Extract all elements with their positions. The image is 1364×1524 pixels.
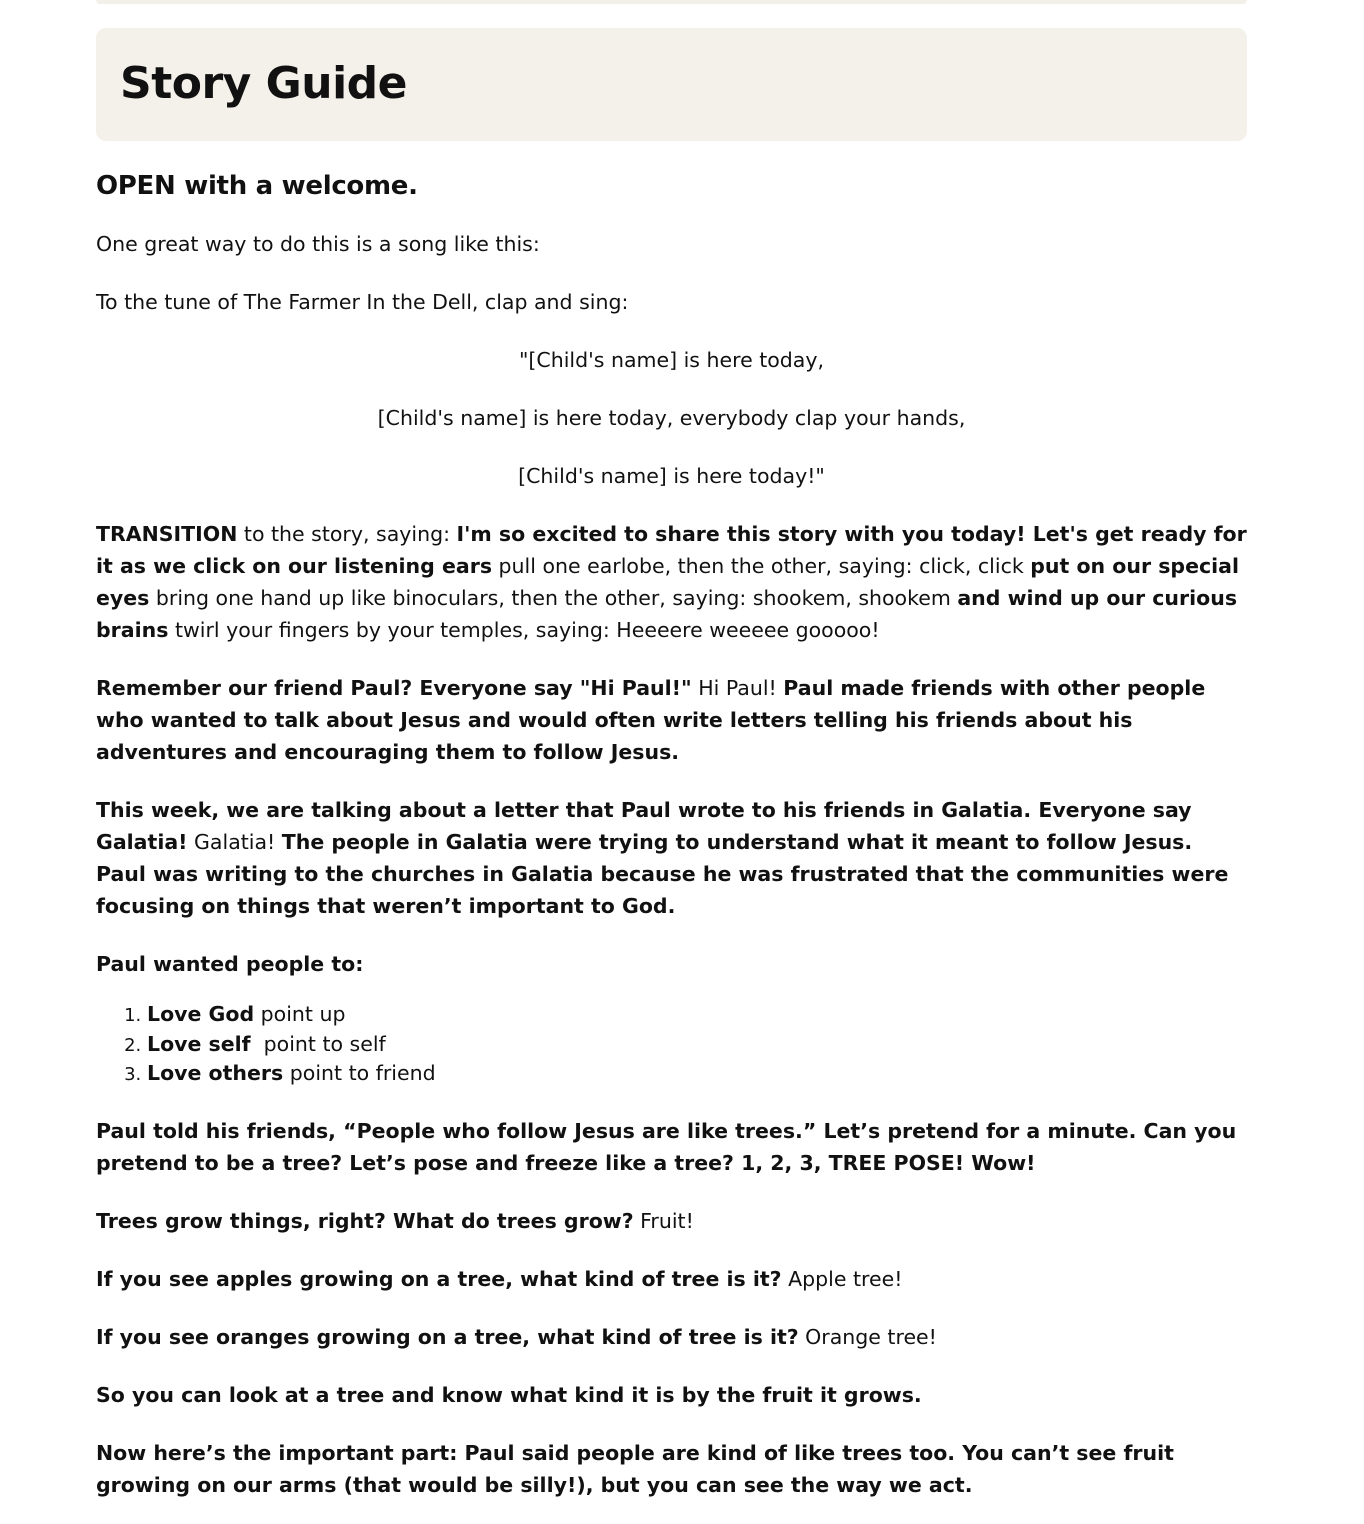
- list-item-action: point up: [254, 1002, 346, 1026]
- transition-text-3: bring one hand up like binoculars, then the other, saying: shookem, shookem: [149, 586, 958, 610]
- apple-question-text: If you see apples growing on a tree, what kind of tree is it?: [96, 1266, 782, 1291]
- open-intro: One great way to do this is a song like this:: [96, 232, 540, 256]
- list-item: [147, 1000, 1247, 1030]
- list-item-action: point to self: [250, 1031, 386, 1056]
- list-item: [147, 1059, 1247, 1089]
- galatia-bold-2: The people in Galatia were trying to understand what it meant to follow Jesus. Paul was writing to the churches in Galatia because he was frustrated that the communities were focusing on things that weren’t important to God.: [96, 830, 1229, 918]
- transition-text-2: pull one earlobe, then the other, saying: click, click: [492, 554, 1031, 578]
- page-title: Story Guide: [120, 58, 408, 109]
- list-item-bold: Love God: [147, 1002, 255, 1026]
- orange-answer: Orange tree!: [798, 1324, 937, 1349]
- transition-bold-3: and wind up our curious brains: [96, 586, 1238, 642]
- paul-wanted-lead-text: Paul wanted people to:: [96, 952, 364, 976]
- love-list: [96, 1000, 1247, 1089]
- list-item-action: point to friend: [283, 1061, 436, 1085]
- galatia-bold-1: This week, we are talking about a letter that Paul wrote to his friends in Galatia. Everyone say Galatia!: [96, 798, 1192, 854]
- transition-text-4: twirl your fingers by your temples, saying: Heeeere weeeee gooooo!: [168, 618, 880, 642]
- paul-wanted-lead: [96, 948, 1247, 980]
- transition-lead: TRANSITION: [96, 522, 238, 546]
- transition-paragraph: [96, 518, 1247, 646]
- fruit-summary: [96, 1379, 1247, 1411]
- open-heading: OPEN with a welcome.: [96, 171, 418, 201]
- trees-paragraph: [96, 1115, 1247, 1179]
- fruit-summary-text: So you can look at a tree and know what kind it is by the fruit it grows.: [96, 1382, 922, 1407]
- important-part: [96, 1437, 1247, 1501]
- header-card: [96, 28, 1247, 141]
- galatia-response: Galatia!: [187, 830, 282, 854]
- fruit-question-text: Trees grow things, right? What do trees grow?: [96, 1208, 634, 1233]
- important-part-text: Now here’s the important part: Paul said people are kind of like trees too. You can’t see fruit growing on our arms (that would be silly!), but you can see the way we act.: [96, 1440, 1174, 1497]
- orange-question-text: If you see oranges growing on a tree, what kind of tree is it?: [96, 1324, 799, 1349]
- story-guide-content: [96, 28, 1247, 1501]
- song-line-1: "[Child's name] is here today,: [518, 348, 825, 372]
- song-line-2: [Child's name] is here today, everybody clap your hands,: [377, 406, 966, 430]
- transition-bold-2: put on our special eyes: [96, 554, 1240, 610]
- paul-bold-1: Remember our friend Paul? Everyone say "Hi Paul!": [96, 676, 692, 700]
- fruit-answer: Fruit!: [633, 1208, 694, 1233]
- paul-bold-2: Paul made friends with other people who wanted to talk about Jesus and would often write letters telling his friends about his adventures and encouraging them to follow Jesus.: [96, 676, 1206, 764]
- trees-text: Paul told his friends, “People who follow Jesus are like trees.” Let’s pretend for a minute. Can you pretend to be a tree? Let’s pose and freeze like a tree? 1, 2, 3, TREE POSE! Wow!: [96, 1118, 1237, 1175]
- apple-answer: Apple tree!: [781, 1266, 903, 1291]
- list-item-bold: Love others: [147, 1061, 284, 1085]
- paul-paragraph: [96, 672, 1247, 768]
- orange-question: [96, 1321, 1247, 1353]
- apple-question: [96, 1263, 1247, 1295]
- tune-instruction: To the tune of The Farmer In the Dell, clap and sing:: [96, 290, 629, 314]
- paul-response: Hi Paul!: [691, 676, 784, 700]
- transition-text-1: to the story, saying:: [237, 522, 457, 546]
- transition-bold-1: I'm so excited to share this story with you today! Let's get ready for it as we click on our listening ears: [96, 522, 1247, 578]
- list-item-bold: Love self: [147, 1031, 251, 1056]
- previous-card-edge: [96, 0, 1247, 4]
- list-item: [147, 1030, 1247, 1060]
- song-line-3: [Child's name] is here today!": [518, 464, 825, 488]
- galatia-paragraph: [96, 794, 1247, 922]
- fruit-question: [96, 1205, 1247, 1237]
